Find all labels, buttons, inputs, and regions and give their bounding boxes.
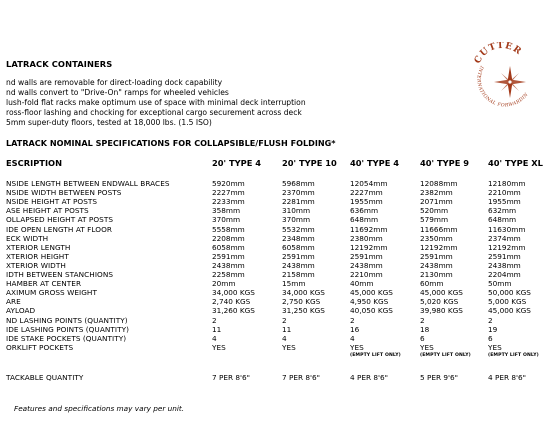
table-cell: 2591mm	[488, 252, 521, 261]
table-cell: 4 PER 8'6"	[350, 373, 389, 382]
column-header: 40' TYPE 4	[350, 158, 400, 168]
table-cell: 6058mm	[212, 243, 245, 252]
table-cell: 2208mm	[212, 234, 245, 243]
table-cell: 2204mm	[488, 270, 521, 279]
row-label: IDE OPEN LENGTH AT FLOOR	[6, 225, 112, 234]
table-cell: 2210mm	[350, 270, 383, 279]
table-cell: 2438mm	[420, 261, 453, 270]
table-cell: 39,980 KGS	[420, 306, 463, 315]
table-cell: 5,020 KGS	[420, 297, 459, 306]
table-cell: YES	[420, 343, 434, 352]
table-cell: 2130mm	[420, 270, 453, 279]
feature-line: nd walls are removable for direct-loading dock capability	[6, 78, 223, 87]
table-cell: 1955mm	[488, 197, 521, 206]
table-cell: 648mm	[350, 215, 379, 224]
table-cell: 2,750 KGS	[282, 297, 321, 306]
logo-top-text: CUTTER	[472, 42, 524, 66]
table-cell: 310mm	[282, 206, 311, 215]
row-label: ARE	[6, 297, 21, 306]
row-label: AXIMUM GROSS WEIGHT	[6, 288, 97, 297]
table-cell: 7 PER 8'6"	[212, 373, 251, 382]
row-label: IDE LASHING POINTS (QUANTITY)	[6, 325, 129, 334]
table-cell: 2438mm	[488, 261, 521, 270]
table-cell: 11	[282, 325, 292, 334]
table-cell: 34,000 KGS	[212, 288, 255, 297]
table-cell: 4	[212, 334, 217, 343]
row-label: IDE STAKE POCKETS (QUANTITY)	[6, 334, 127, 343]
table-cell: 2591mm	[420, 252, 453, 261]
table-cell: 31,250 KGS	[282, 306, 325, 315]
table-cell: 2233mm	[212, 197, 245, 206]
table-cell: 50mm	[488, 279, 512, 288]
feature-line: lush-fold flat racks make optimum use of space with minimal deck interruption	[6, 98, 306, 107]
row-label: OLLAPSED HEIGHT AT POSTS	[6, 215, 114, 224]
table-cell: 2370mm	[282, 188, 315, 197]
table-cell: 4,950 KGS	[350, 297, 389, 306]
table-cell: 2	[420, 316, 425, 325]
table-cell: 632mm	[488, 206, 517, 215]
table-cell: 11	[212, 325, 222, 334]
forklift-note: (EMPTY LIFT ONLY)	[350, 353, 401, 358]
specs-title: LATRACK NOMINAL SPECIFICATIONS FOR COLLAPSIBLE/FLUSH FOLDING*	[6, 138, 336, 148]
table-cell: 2	[350, 316, 355, 325]
row-label: XTERIOR HEIGHT	[6, 252, 69, 261]
table-cell: 2438mm	[350, 261, 383, 270]
row-label: ECK WIDTH	[6, 234, 49, 243]
table-cell: 579mm	[420, 215, 449, 224]
row-label: NSIDE HEIGHT AT POSTS	[6, 197, 98, 206]
table-cell: 4 PER 8'6"	[488, 373, 527, 382]
feature-line: nd walls convert to "Drive-On" ramps for wheeled vehicles	[6, 88, 229, 97]
table-cell: 2591mm	[282, 252, 315, 261]
table-cell: 5 PER 9'6"	[420, 373, 459, 382]
column-header: 40' TYPE XL	[488, 158, 543, 168]
table-cell: 5558mm	[212, 225, 245, 234]
footnote: Features and specifications may vary per unit.	[14, 404, 185, 413]
table-cell: 520mm	[420, 206, 449, 215]
row-label: XTERIOR WIDTH	[6, 261, 66, 270]
table-cell: 45,000 KGS	[488, 306, 531, 315]
table-cell: 648mm	[488, 215, 517, 224]
table-cell: 16	[350, 325, 360, 334]
table-cell: 2	[212, 316, 217, 325]
column-header: 20' TYPE 4	[212, 158, 262, 168]
table-cell: 370mm	[212, 215, 241, 224]
table-cell: 4	[350, 334, 355, 343]
column-header: 40' TYPE 9	[420, 158, 470, 168]
table-cell: 2227mm	[350, 188, 383, 197]
svg-text:CUTTER	[473, 42, 524, 65]
compass-rose-icon	[456, 42, 548, 110]
column-header-description: ESCRIPTION	[6, 158, 63, 168]
table-cell: 12054mm	[350, 179, 388, 188]
row-label: XTERIOR LENGTH	[6, 243, 71, 252]
row-label: IDTH BETWEEN STANCHIONS	[6, 270, 114, 279]
table-cell: 12192mm	[350, 243, 388, 252]
row-label: ASE HEIGHT AT POSTS	[6, 206, 89, 215]
table-cell: YES	[212, 343, 226, 352]
table-cell: 12180mm	[488, 179, 526, 188]
table-cell: 12192mm	[488, 243, 526, 252]
row-label: ND LASHING POINTS (QUANTITY)	[6, 316, 128, 325]
table-cell: 2071mm	[420, 197, 453, 206]
table-cell: 2210mm	[488, 188, 521, 197]
cutter-logo	[456, 42, 548, 110]
table-cell: 11666mm	[420, 225, 458, 234]
table-cell: 1955mm	[350, 197, 383, 206]
table-cell: 370mm	[282, 215, 311, 224]
table-cell: 636mm	[350, 206, 379, 215]
table-cell: 6	[420, 334, 425, 343]
table-cell: 6058mm	[282, 243, 315, 252]
table-cell: 2438mm	[212, 261, 245, 270]
table-cell: 45,000 KGS	[420, 288, 463, 297]
table-cell: 2227mm	[212, 188, 245, 197]
table-cell: 5532mm	[282, 225, 315, 234]
table-cell: 2281mm	[282, 197, 315, 206]
row-label: TACKABLE QUANTITY	[6, 373, 84, 382]
table-cell: 5,000 KGS	[488, 297, 527, 306]
feature-line: 5mm super-duty floors, tested at 18,000 lbs. (1.5 ISO)	[6, 118, 212, 127]
table-cell: 6	[488, 334, 493, 343]
table-cell: 2,740 KGS	[212, 297, 251, 306]
table-cell: 60mm	[420, 279, 444, 288]
table-cell: 2438mm	[282, 261, 315, 270]
table-cell: 18	[420, 325, 430, 334]
table-cell: 2382mm	[420, 188, 453, 197]
table-cell: 2158mm	[282, 270, 315, 279]
forklift-note: (EMPTY LIFT ONLY)	[488, 353, 539, 358]
table-cell: 15mm	[282, 279, 306, 288]
table-cell: 2374mm	[488, 234, 521, 243]
table-cell: 20mm	[212, 279, 236, 288]
table-cell: 7 PER 8'6"	[282, 373, 321, 382]
table-cell: 2591mm	[350, 252, 383, 261]
table-cell: 4	[282, 334, 287, 343]
table-cell: 2258mm	[212, 270, 245, 279]
table-cell: 45,000 KGS	[350, 288, 393, 297]
row-label: AYLOAD	[6, 306, 36, 315]
table-cell: 2380mm	[350, 234, 383, 243]
table-cell: 2350mm	[420, 234, 453, 243]
table-cell: YES	[350, 343, 364, 352]
table-cell: 19	[488, 325, 498, 334]
table-cell: 34,000 KGS	[282, 288, 325, 297]
table-cell: 12192mm	[420, 243, 458, 252]
table-cell: 358mm	[212, 206, 241, 215]
feature-line: ross-floor lashing and chocking for exceptional cargo securement across deck	[6, 108, 302, 117]
row-label: HAMBER AT CENTER	[6, 279, 82, 288]
table-cell: 31,260 KGS	[212, 306, 255, 315]
logo-ring-text: INTERNATIONAL FORWARDIN	[475, 64, 530, 109]
table-cell: 50,000 KGS	[488, 288, 531, 297]
row-label: NSIDE LENGTH BETWEEN ENDWALL BRACES	[6, 179, 170, 188]
row-label: ORKLIFT POCKETS	[6, 343, 74, 352]
table-cell: 2	[488, 316, 493, 325]
table-cell: 40,050 KGS	[350, 306, 393, 315]
table-cell: 11630mm	[488, 225, 526, 234]
table-cell: 12088mm	[420, 179, 458, 188]
table-cell: 11692mm	[350, 225, 388, 234]
table-cell: 2	[282, 316, 287, 325]
column-header: 20' TYPE 10	[282, 158, 337, 168]
table-cell: 2591mm	[212, 252, 245, 261]
table-cell: 5968mm	[282, 179, 315, 188]
forklift-note: (EMPTY LIFT ONLY)	[420, 353, 471, 358]
table-cell: 40mm	[350, 279, 374, 288]
row-label: NSIDE WIDTH BETWEEN POSTS	[6, 188, 122, 197]
table-cell: 2348mm	[282, 234, 315, 243]
table-cell: 5920mm	[212, 179, 245, 188]
section-title: LATRACK CONTAINERS	[6, 59, 113, 69]
table-cell: YES	[282, 343, 296, 352]
table-cell: YES	[488, 343, 502, 352]
